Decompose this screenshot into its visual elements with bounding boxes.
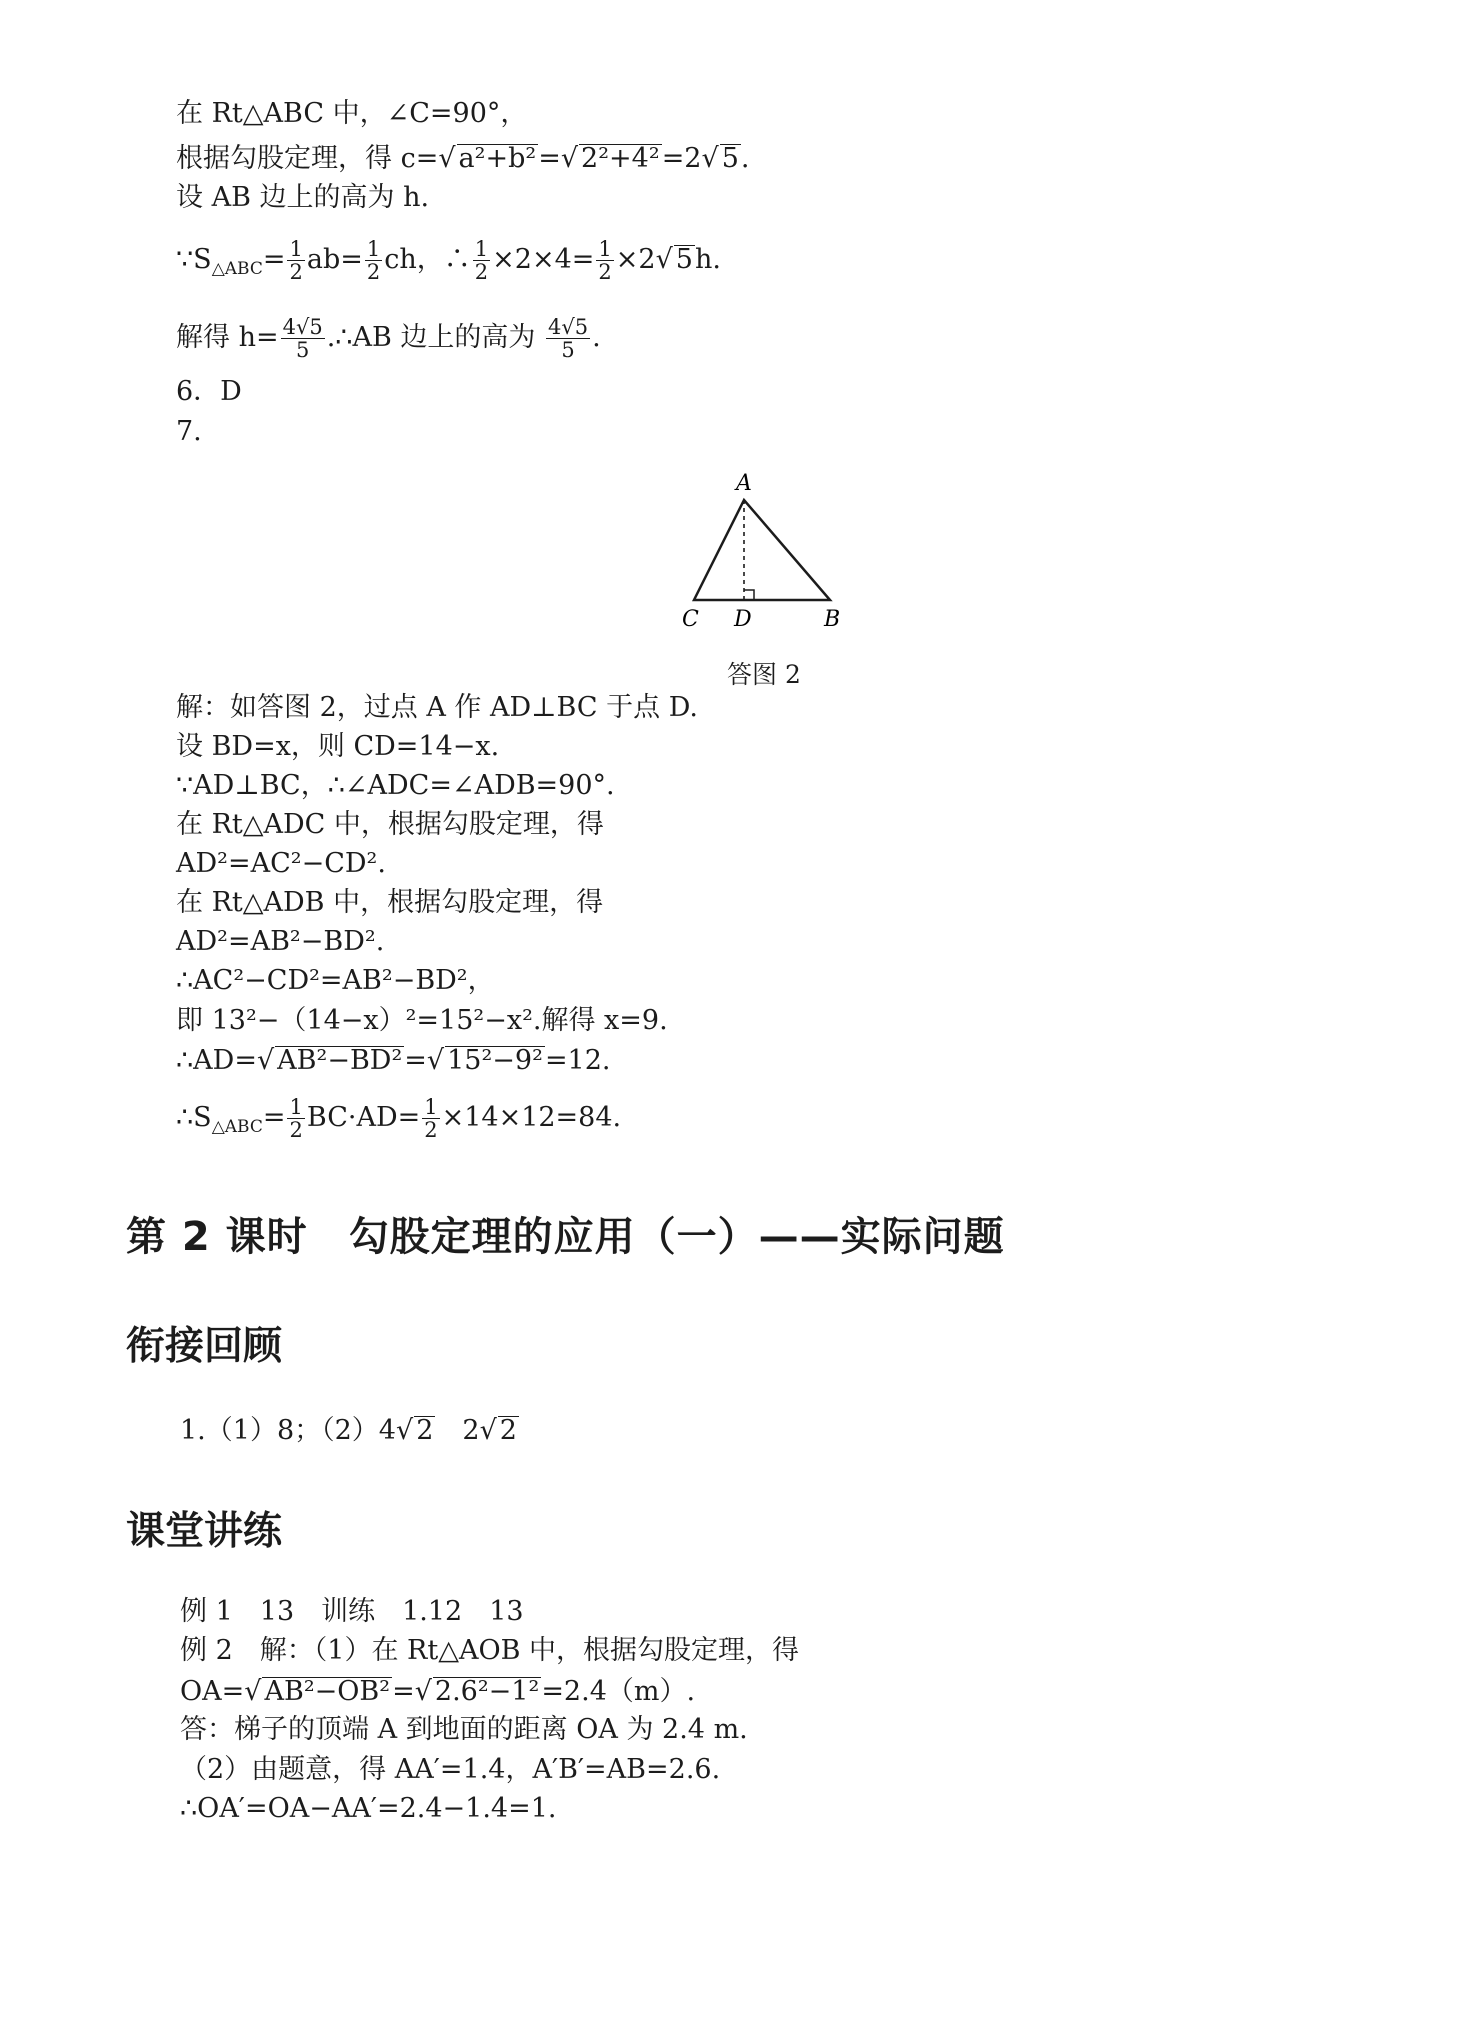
text-line: ∴AC²−CD²=AB²−BD²， — [176, 965, 495, 996]
sqrt-expression: √ a²+b² — [438, 143, 537, 174]
text-line: $\because S_{\triangle ABC}=$ $\frac{1}{2}$ ab= $\frac{1}{2}$ ch，∴ $\frac{1}{2}$ ×2×4= $\frac{1}{2}$ ×2√ 5h. — [176, 237, 721, 285]
sqrt-expression: √ AB²−OB² — [244, 1676, 391, 1707]
fraction: $\frac{1}{2}$ — [289, 237, 303, 285]
label-c: C — [682, 607, 699, 632]
text-line: 例 2 解：（1）在 Rt△AOB 中，根据勾股定理，得 — [180, 1635, 800, 1666]
sqrt-expression: √ 2²+4² — [560, 143, 660, 174]
fraction: $\frac{4√5}{5}$ — [548, 315, 589, 363]
label-a: A — [736, 471, 752, 496]
sqrt-expression: √ 2.6²−1² — [414, 1676, 540, 1707]
label-b: B — [824, 607, 841, 632]
right-angle-mark — [744, 590, 754, 600]
text-line: 在 Rt△ADB 中，根据勾股定理，得 — [176, 887, 604, 918]
sqrt-expression: √ 2 — [479, 1415, 517, 1446]
text-line: 1.（1）8；（2）4√ 2 2√ 2 — [180, 1415, 517, 1446]
text-line: AD²=AC²−CD². — [176, 848, 386, 879]
text-line: 即 13²−（14−x）²=15²−x².解得 x=9. — [176, 1005, 668, 1036]
triangle-abc — [694, 500, 830, 600]
sqrt-expression: √ 15²−9² — [426, 1045, 543, 1076]
triangle-figure — [678, 460, 878, 644]
section-heading-class: 课堂讲练 — [126, 1509, 283, 1554]
text-line: 答：梯子的顶端 A 到地面的距离 OA 为 2.4 m. — [180, 1714, 748, 1745]
sqrt-expression: √ 2 — [395, 1415, 434, 1446]
sqrt-expression: √ 5 — [701, 143, 739, 174]
lesson-title: 第 2 课时 勾股定理的应用（一）——实际问题 — [126, 1214, 1005, 1260]
text-line: 在 Rt△ADC 中，根据勾股定理，得 — [176, 809, 604, 840]
answer-6: 6．D — [176, 376, 242, 407]
text-line: ∵AD⊥BC，∴∠ADC=∠ADB=90°. — [176, 770, 615, 801]
text-line: ∴OA′=OA−AA′=2.4−1.4=1. — [180, 1793, 557, 1824]
fraction: $\frac{1}{2}$ — [598, 237, 612, 285]
text-line: $\therefore S_{\triangle ABC}=$ $\frac{1}{2}$ BC·AD= $\frac{1}{2}$ ×14×12=84. — [176, 1095, 622, 1143]
text-line: 在 Rt△ABC 中，∠C=90°， — [176, 98, 528, 129]
sqrt-expression: √ 5 — [655, 244, 693, 276]
fraction: $\frac{1}{2}$ — [366, 237, 381, 285]
text-line: 根据勾股定理，得 c=√ a²+b²=√ 2²+4²=2√ 5. — [176, 143, 750, 174]
fraction: $\frac{1}{2}$ — [424, 1095, 438, 1143]
fraction: $\frac{1}{2}$ — [289, 1095, 303, 1143]
fraction: $\frac{4√5}{5}$ — [282, 315, 323, 363]
answer-7-label: 7. — [176, 416, 202, 447]
figure-caption: 答图 2 — [727, 660, 801, 689]
section-heading-review: 衔接回顾 — [126, 1324, 283, 1369]
text-line: ∴AD=√ AB²−BD²=√ 15²−9²=12. — [176, 1045, 611, 1076]
triangle-diagram — [678, 460, 878, 640]
text-line: OA=√ AB²−OB²=√ 2.6²−1²=2.4（m）. — [180, 1676, 696, 1707]
text-line: 设 AB 边上的高为 h. — [176, 182, 430, 213]
text-line: 设 BD=x，则 CD=14−x. — [176, 731, 500, 762]
text-line: AD²=AB²−BD². — [176, 926, 385, 957]
text-line: （2）由题意，得 AA′=1.4，A′B′=AB=2.6. — [180, 1754, 721, 1785]
text-line: 例 1 13 训练 1.12 13 — [180, 1596, 524, 1627]
label-d: D — [734, 607, 752, 632]
text-line: 解：如答图 2，过点 A 作 AD⊥BC 于点 D. — [176, 692, 698, 723]
sqrt-expression: √ AB²−BD² — [256, 1045, 403, 1076]
text-line: 解得 h= $\frac{4√5}{5}$ .∴AB 边上的高为 $\frac{4√5}{5}$ . — [176, 315, 601, 363]
fraction: $\frac{1}{2}$ — [474, 237, 489, 285]
